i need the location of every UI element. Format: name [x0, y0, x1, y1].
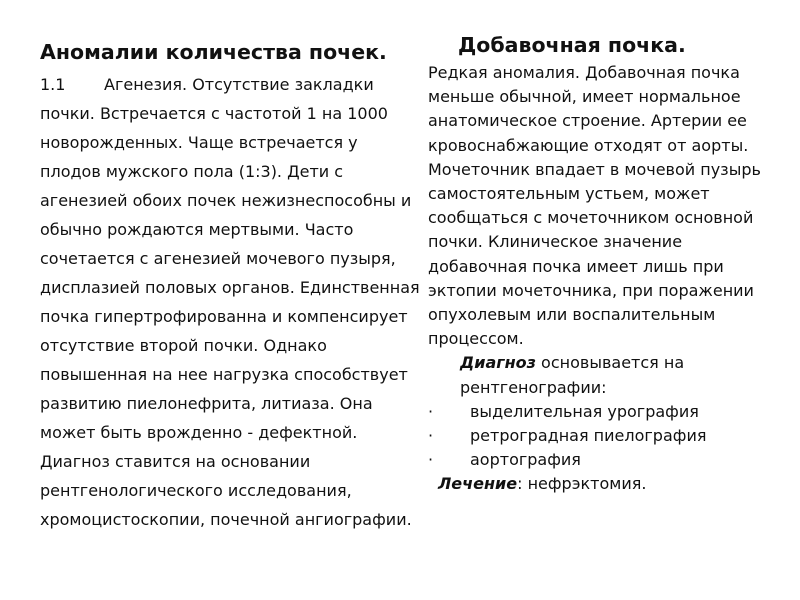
- treatment-label: Лечение: [438, 474, 518, 494]
- list-item: [428, 448, 780, 472]
- diagnosis-line: [428, 351, 780, 399]
- list-item-text: выделительная урография: [470, 401, 699, 421]
- treatment-text: : нефрэктомия.: [517, 474, 647, 494]
- accessory-kidney-intro: Редкая аномалия. Добавочная почка меньше обычной, имеет нормальное анатомическое строение. Артерии ее кровоснабжающие отходят от аорты. Мочеточник впадает в мочевой пузырь самостоятельным устьем, может сообщаться с мочеточником основной почки. Клиническое значение добавочная почка имеет лишь при эктопии мочеточника, при поражении опухолевым или воспалительным процессом.: [428, 63, 761, 349]
- agenesis-text: Агенезия. Отсутствие закладки почки. Встречается с частотой 1 на 1000 новорожденных. Чаще встречается у плодов мужского пола (1:3). Дети с агенезией обоих почек нежизнеспособны и обычно рождаются мертвыми. Часто сочетается с агенезией мочевого пузыря, дисплазией половых органов. Единственная почка гипертрофированна и компенсирует отсутствие второй почки. Однако повышенная на нее нагрузка способствует развитию пиелонефрита, литиаза. Она может быть врожденно - дефектной. Диагноз ставится на основании рентгенологического исследования, хромоцистоскопии, почечной ангиографии.: [40, 75, 420, 529]
- bullet-dot: ·: [428, 450, 434, 470]
- treatment-line: [428, 472, 780, 496]
- bullet-dot: ·: [428, 401, 434, 421]
- list-item: [428, 424, 780, 448]
- list-item-text: ретроградная пиелография: [470, 426, 707, 446]
- list-item-text: аортография: [470, 450, 581, 470]
- list-item: [428, 400, 780, 424]
- section-number: 1.1: [40, 75, 66, 94]
- right-heading: Добавочная почка.: [458, 33, 686, 57]
- diagnosis-label: Диагноз: [460, 353, 536, 373]
- left-paragraph: [40, 70, 420, 534]
- bullet-dot: ·: [428, 426, 434, 446]
- left-heading: Аномалии количества почек.: [40, 40, 387, 64]
- right-body: [428, 61, 780, 497]
- diagnosis-text: основывается на рентгенографии:: [460, 353, 685, 397]
